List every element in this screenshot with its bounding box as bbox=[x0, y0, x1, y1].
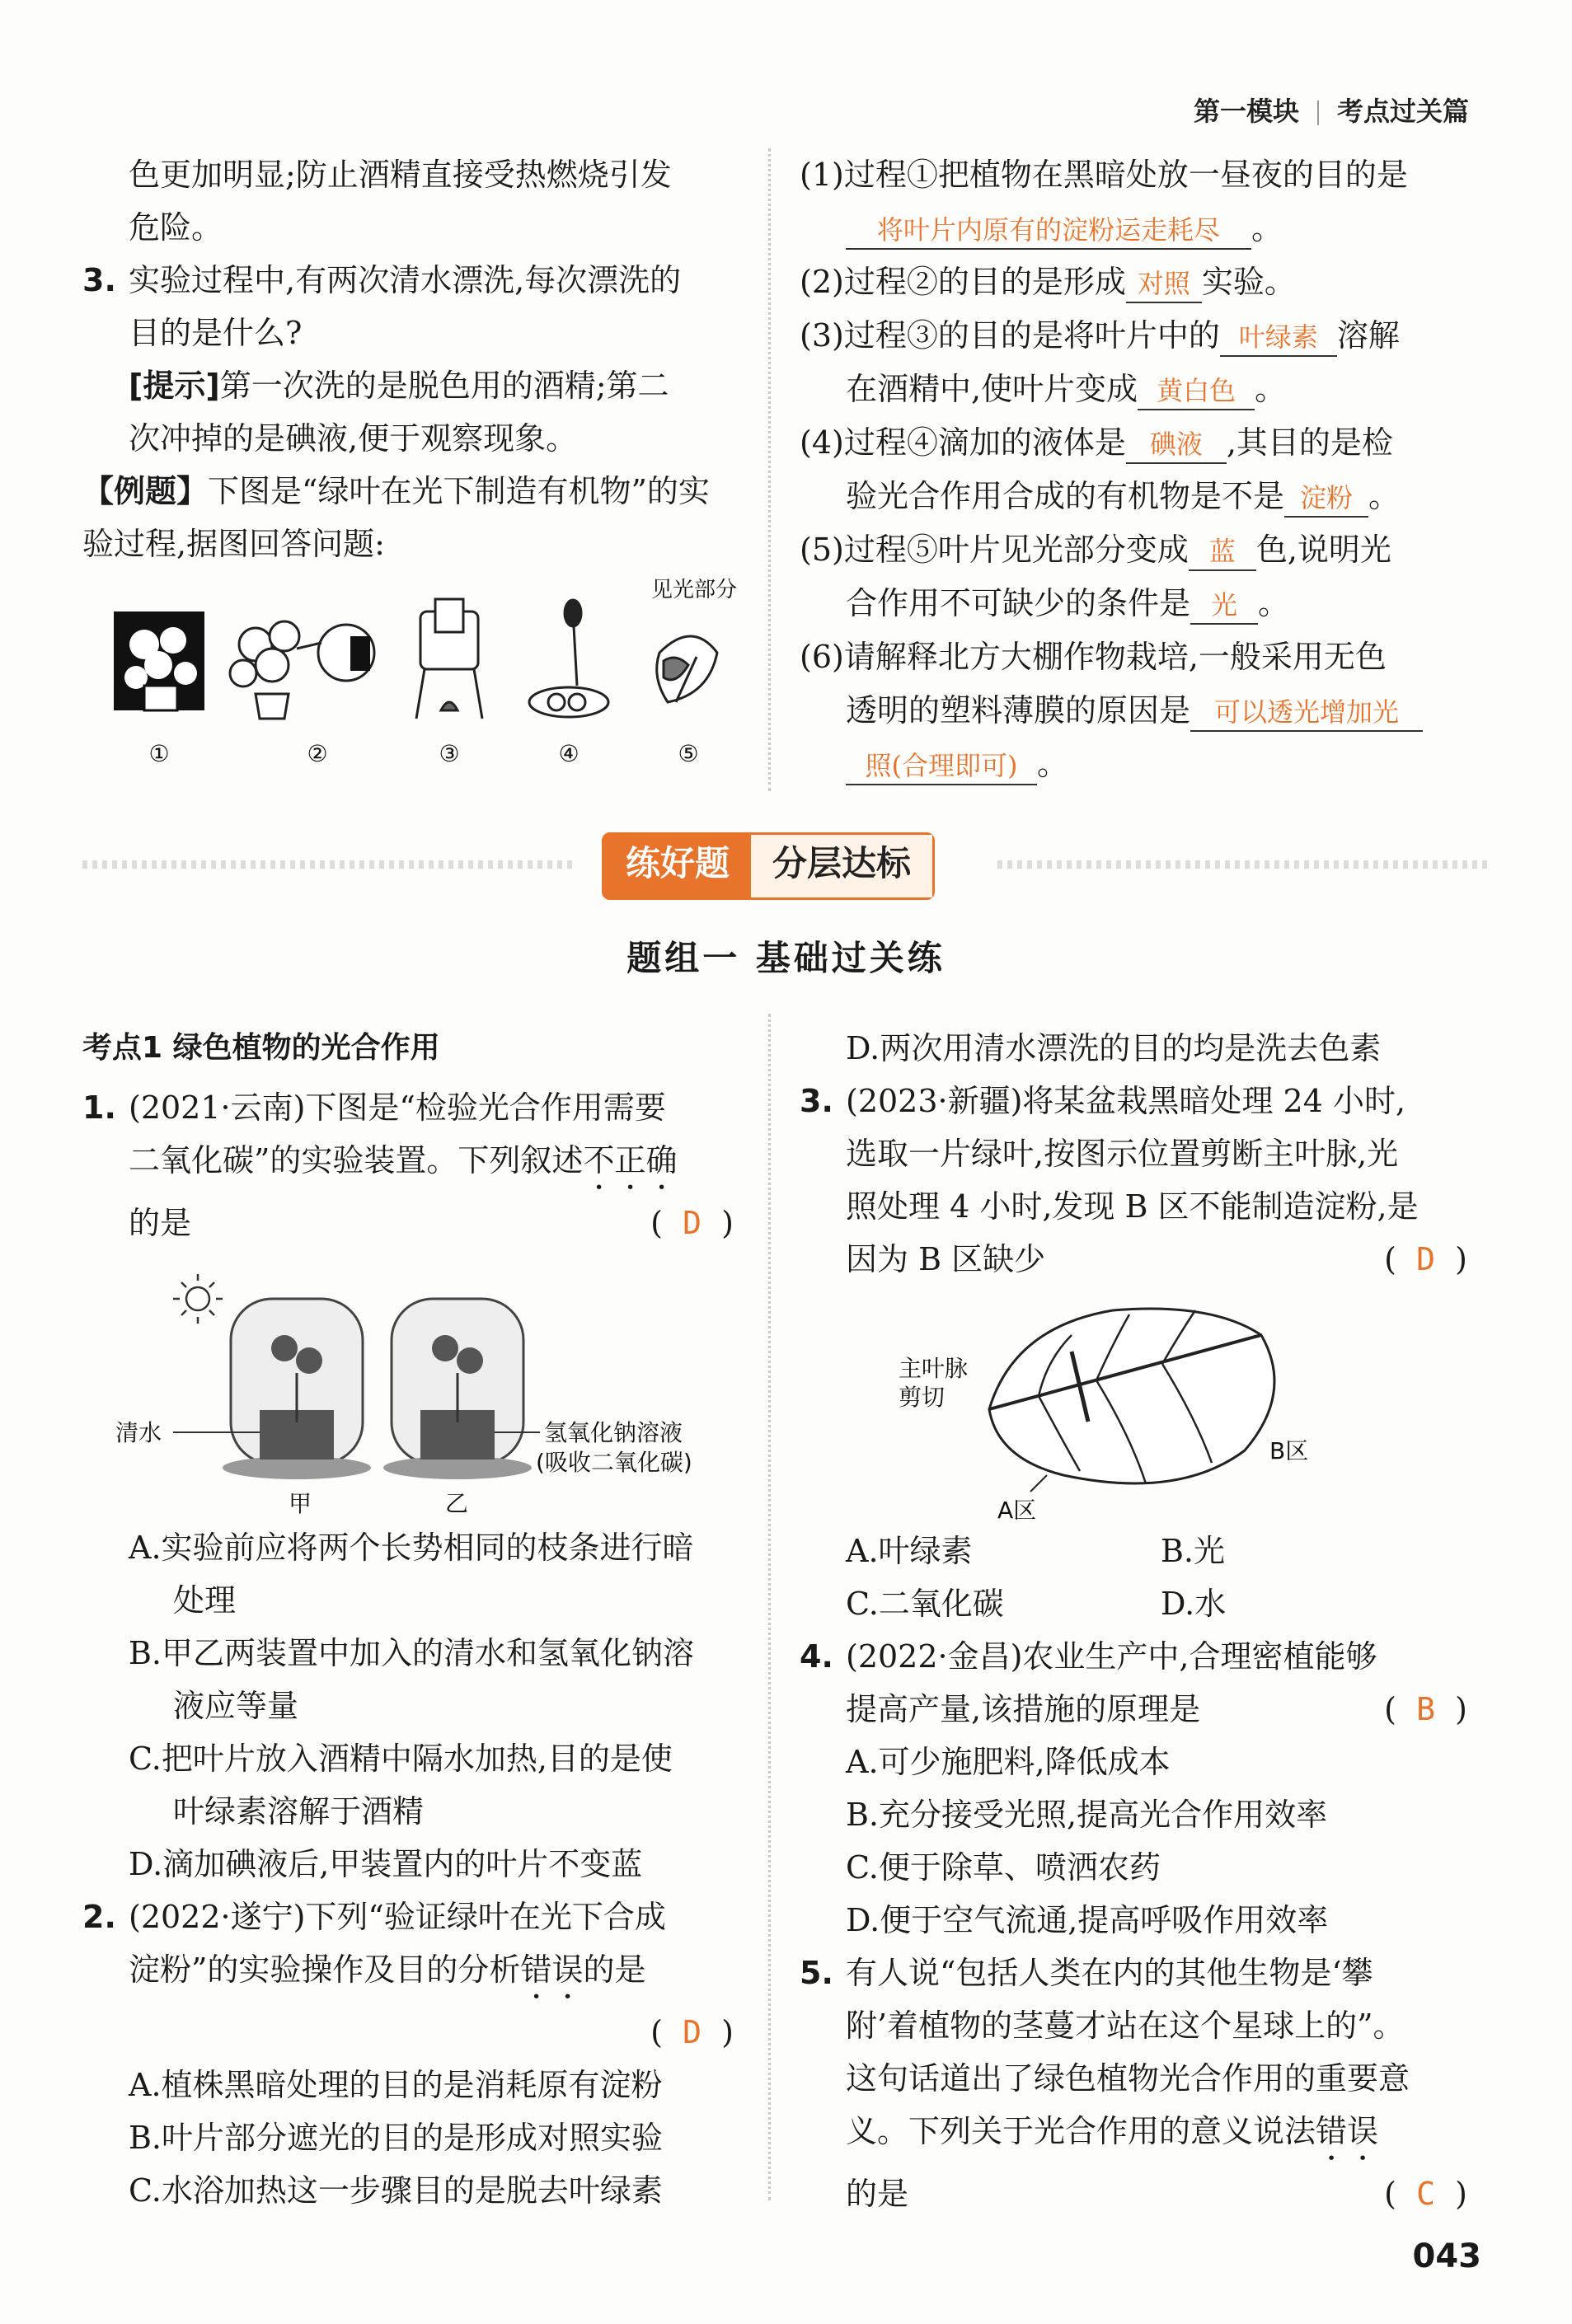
b-zone-label: B区 bbox=[1269, 1437, 1309, 1464]
option-letter: A. bbox=[846, 1744, 879, 1780]
option-item bbox=[82, 1838, 742, 1891]
option-letter: C. bbox=[129, 2172, 162, 2209]
question-text: 目的是什么? bbox=[129, 315, 303, 351]
option-item bbox=[800, 1894, 1476, 1947]
answer-line: 将叶片内原有的淀粉运走耗尽 。 bbox=[800, 202, 1476, 255]
option-text: 实验前应将两个长势相同的枝条进行暗 bbox=[161, 1530, 694, 1566]
answer-blank: 可以透光增加光 bbox=[1190, 694, 1423, 732]
option-item: C.二氧化碳 bbox=[846, 1586, 1004, 1622]
answer-paren: ( D ) bbox=[1384, 1241, 1467, 1277]
experiment-steps-illustration bbox=[82, 578, 738, 776]
question-number: 1. bbox=[82, 1089, 116, 1126]
option-letter: B. bbox=[846, 1797, 880, 1833]
option-text: 把叶片放入酒精中隔水加热,目的是使 bbox=[161, 1741, 673, 1777]
cut-label: 剪切 bbox=[899, 1384, 946, 1411]
question-text: 提高产量,该措施的原理是 ( B ) bbox=[800, 1683, 1476, 1736]
option-letter: B. bbox=[129, 2120, 162, 2156]
step-label: ③ bbox=[439, 740, 460, 767]
step-label: ② bbox=[307, 740, 328, 767]
hint-text: 次冲掉的是碘液,便于观察现象。 bbox=[129, 420, 578, 457]
figure-note: 见光部分 bbox=[651, 578, 738, 602]
answer-line: 照(合理即可) 。 bbox=[800, 738, 1476, 791]
option-text: 甲乙两装置中加入的清水和氢氧化钠溶 bbox=[162, 1635, 695, 1671]
answer-blank: 淀粉 bbox=[1284, 480, 1368, 518]
option-item bbox=[82, 2059, 742, 2111]
answer-choice: B bbox=[1416, 1691, 1436, 1727]
banner-rule-left bbox=[82, 860, 577, 869]
example bbox=[82, 465, 742, 518]
kaodian-title: 考点1 绿色植物的光合作用 bbox=[82, 1031, 440, 1065]
option-item bbox=[800, 1841, 1476, 1894]
question-1: 1. (2021·云南)下图是“检验光合作用需要 bbox=[82, 1081, 742, 1134]
option-item bbox=[82, 2164, 742, 2217]
banner-left: 练好题 bbox=[604, 835, 751, 897]
experiment-steps-figure bbox=[82, 579, 742, 776]
option-letter: A. bbox=[129, 1530, 162, 1566]
question-text: 二氧化碳”的实验装置。下列叙述不正确 bbox=[129, 1142, 678, 1178]
question-text: 照处理 4 小时,发现 B 区不能制造淀粉,是 bbox=[846, 1188, 1419, 1225]
text-line: 色更加明显;防止酒精直接受热燃烧引发 bbox=[129, 157, 672, 193]
text-line: 危险。 bbox=[129, 209, 223, 246]
banner-right: 分层达标 bbox=[751, 835, 932, 897]
option-item bbox=[82, 1627, 742, 1680]
question-text: 附’着植物的茎蔓才站在这个星球上的”。 bbox=[846, 2008, 1405, 2044]
question-text: 这句话道出了绿色植物光合作用的重要意 bbox=[846, 2060, 1410, 2097]
co2-experiment-figure bbox=[82, 1249, 742, 1521]
module-label: 第一模块 bbox=[1193, 96, 1299, 127]
column-divider bbox=[768, 148, 771, 791]
option-text: 充分接受光照,提高光合作用效率 bbox=[879, 1797, 1328, 1833]
question-number: 3. bbox=[800, 1083, 833, 1119]
question-text: 因为 B 区缺少 ( D ) bbox=[800, 1233, 1476, 1286]
section-label: 考点过关篇 bbox=[1336, 96, 1469, 127]
question-text: 淀粉”的实验操作及目的分析错误的是 bbox=[129, 1952, 646, 1988]
answer-blank: 对照 bbox=[1126, 265, 1202, 303]
answer-blank: 黄白色 bbox=[1138, 372, 1255, 410]
option-text: 植株黑暗处理的目的是消耗原有淀粉 bbox=[161, 2067, 663, 2103]
water-label: 清水 bbox=[115, 1419, 162, 1446]
bottom-right-column bbox=[800, 1022, 1476, 2220]
answer-blank: 将叶片内原有的淀粉运走耗尽 bbox=[846, 212, 1251, 250]
answer-paren: ( B ) bbox=[1384, 1691, 1467, 1727]
question-text: 的是 ( D ) bbox=[82, 1197, 742, 1249]
option-continued: 叶绿素溶解于酒精 bbox=[173, 1793, 425, 1830]
sub-question: 透明的塑料薄膜的原因是 可以透光增加光 bbox=[800, 684, 1476, 738]
question-4-options bbox=[800, 1736, 1476, 1947]
answer-blank: 蓝 bbox=[1189, 533, 1256, 571]
sub-question: (4)过程④滴加的液体是 碘液 ,其目的是检 bbox=[800, 416, 1476, 470]
question-2: 2. (2022·遂宁)下列“验证绿叶在光下合成 bbox=[82, 1891, 742, 1943]
sub-question: (1)过程①把植物在黑暗处放一昼夜的目的是 bbox=[800, 157, 1408, 193]
a-zone-label: A区 bbox=[997, 1497, 1037, 1524]
option-item bbox=[82, 2111, 742, 2164]
question-text: 的是 ( C ) bbox=[800, 2167, 1476, 2220]
question-5: 5. 有人说“包括人类在内的其他生物是‘攀 bbox=[800, 1947, 1476, 1999]
option-continued: 液应等量 bbox=[173, 1688, 299, 1724]
question-3: 3. (2023·新疆)将某盆栽黑暗处理 24 小时, bbox=[800, 1075, 1476, 1127]
sub-question: 在酒精中,使叶片变成 黄白色 。 bbox=[800, 363, 1476, 416]
option-text: 水浴加热这一步骤目的是脱去叶绿素 bbox=[161, 2172, 663, 2209]
sub-question: 合作用不可缺少的条件是 光 。 bbox=[800, 577, 1476, 630]
header-divider bbox=[1317, 101, 1319, 125]
naoh-label: 氢氧化钠溶液 bbox=[544, 1419, 683, 1446]
option-letter: C. bbox=[846, 1849, 879, 1886]
answer-choice: D bbox=[683, 2014, 702, 2050]
page-number: 043 bbox=[1412, 2237, 1481, 2275]
bottom-left-column bbox=[82, 1022, 742, 2217]
answer-blank: 叶绿素 bbox=[1220, 319, 1337, 357]
question-number: 3. bbox=[82, 262, 116, 298]
apparatus-jia: 甲 bbox=[289, 1490, 312, 1517]
example-text: 下图是“绿叶在光下制造有机物”的实 bbox=[208, 473, 710, 509]
naoh-note: (吸收二氧化碳) bbox=[536, 1449, 692, 1476]
example-tag: 【例题】 bbox=[82, 473, 209, 509]
section-banner bbox=[602, 832, 935, 900]
option-item: B.光 bbox=[1161, 1533, 1226, 1569]
answer-blank: 光 bbox=[1190, 587, 1258, 625]
top-right-column bbox=[800, 148, 1476, 791]
co2-apparatus-illustration bbox=[82, 1249, 742, 1521]
banner-rule-right bbox=[997, 860, 1492, 869]
sub-question: (2)过程②的目的是形成 对照 实验。 bbox=[800, 255, 1476, 309]
option-letter: D. bbox=[846, 1902, 880, 1938]
page-header bbox=[1194, 91, 1469, 129]
step-label: ① bbox=[148, 740, 170, 767]
question-text: 义。下列关于光合作用的意义说法错误 bbox=[846, 2113, 1379, 2149]
answer-blank: 照(合理即可) bbox=[846, 747, 1037, 785]
step-label: ⑤ bbox=[678, 740, 699, 767]
option-text: 便于除草、喷洒农药 bbox=[878, 1849, 1161, 1886]
emphasis-text: 不正确 bbox=[583, 1142, 678, 1178]
option-continued: 处理 bbox=[173, 1582, 237, 1619]
emphasis-text: 错误 bbox=[520, 1952, 584, 1988]
option-letter: B. bbox=[129, 1635, 162, 1671]
emphasis-text: 错误 bbox=[1316, 2113, 1379, 2149]
sub-question: 验光合作用合成的有机物是不是 淀粉 。 bbox=[800, 470, 1476, 523]
answer-choice: C bbox=[1416, 2176, 1436, 2212]
question-number: 4. bbox=[800, 1638, 833, 1675]
option-text: 便于空气流通,提高呼吸作用效率 bbox=[880, 1902, 1329, 1938]
option-letter: C. bbox=[129, 1741, 162, 1777]
option-item: A.叶绿素 bbox=[846, 1533, 973, 1569]
leaf-illustration bbox=[800, 1286, 1476, 1525]
option-text: 可少施肥料,降低成本 bbox=[878, 1744, 1171, 1780]
leaf-figure bbox=[800, 1286, 1476, 1525]
answer-paren: ( C ) bbox=[1384, 2176, 1467, 2212]
hint-tag: [提示] bbox=[129, 368, 220, 404]
option-text: 滴加碘液后,甲装置内的叶片不变蓝 bbox=[162, 1846, 643, 1882]
option-letter: A. bbox=[129, 2067, 162, 2103]
option-item bbox=[82, 1732, 742, 1785]
sub-question: (3)过程③的目的是将叶片中的 叶绿素 溶解 bbox=[800, 309, 1476, 363]
option-text: 叶片部分遮光的目的是形成对照实验 bbox=[162, 2120, 664, 2156]
option-letter: D. bbox=[129, 1846, 163, 1882]
answer-choice: D bbox=[1416, 1241, 1436, 1277]
question-1-options bbox=[82, 1521, 742, 1891]
option-item bbox=[800, 1736, 1476, 1788]
column-divider bbox=[768, 1014, 771, 2200]
sub-question: (5)过程⑤叶片见光部分变成 蓝 色,说明光 bbox=[800, 523, 1476, 577]
top-left-column bbox=[82, 148, 742, 776]
section-title: 题组一 基础过关练 bbox=[626, 938, 946, 978]
option-d: D.两次用清水漂洗的目的均是洗去色素 bbox=[846, 1030, 1382, 1066]
option-item bbox=[82, 1521, 742, 1574]
hint-text: 第一次洗的是脱色用的酒精;第二 bbox=[219, 368, 669, 404]
step-label: ④ bbox=[558, 740, 580, 767]
question-2-options bbox=[82, 2059, 742, 2217]
answer-paren: ( D ) bbox=[650, 2014, 734, 2050]
option-item bbox=[800, 1788, 1476, 1841]
answer-choice: D bbox=[683, 1205, 702, 1241]
question-number: 5. bbox=[800, 1955, 833, 1991]
question-text: 实验过程中,有两次清水漂洗,每次漂洗的 bbox=[129, 262, 682, 298]
answer-blank: 碘液 bbox=[1126, 426, 1227, 464]
question-4: 4. (2022·金昌)农业生产中,合理密植能够 bbox=[800, 1630, 1476, 1683]
question-3 bbox=[82, 254, 742, 307]
question-3-options bbox=[800, 1525, 1476, 1630]
sub-question: (6)请解释北方大棚作物栽培,一般采用无色 bbox=[800, 639, 1387, 675]
option-item: D.水 bbox=[1161, 1586, 1227, 1622]
answer-paren: ( D ) bbox=[650, 1205, 734, 1241]
question-text: 选取一片绿叶,按图示位置剪断主叶脉,光 bbox=[846, 1136, 1399, 1172]
apparatus-yi: 乙 bbox=[445, 1490, 469, 1517]
question-number: 2. bbox=[82, 1899, 116, 1935]
example-text: 验过程,据图回答问题: bbox=[82, 526, 385, 562]
vein-label: 主叶脉 bbox=[899, 1355, 969, 1382]
hint bbox=[82, 359, 742, 412]
